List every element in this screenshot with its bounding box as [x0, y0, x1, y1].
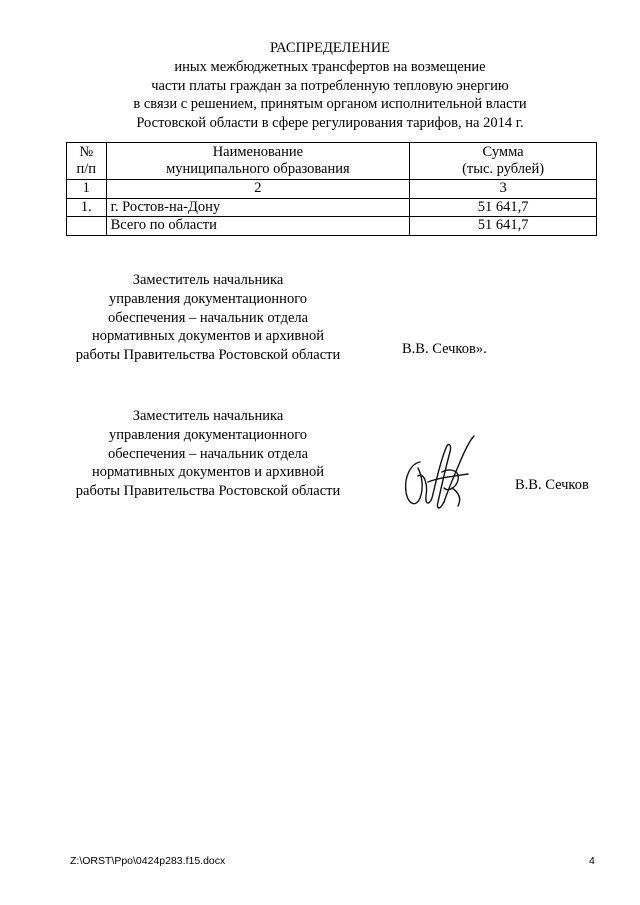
signer-title-line: Заместитель начальника — [132, 272, 284, 288]
header-sum-line1: Сумма — [482, 143, 524, 160]
signer-title-line: управления документационного — [108, 426, 308, 443]
signer-name-2: В.В. Сечков — [515, 477, 589, 493]
signer-title-1 — [58, 271, 358, 365]
file-path: Z:\ORST\Ppo\0424p283.f15.docx — [70, 855, 226, 867]
header-number — [67, 143, 107, 180]
table-row — [67, 198, 597, 217]
header-number-line2: п/п — [76, 161, 97, 177]
signer-title-line: работы Правительства Ростовской области — [75, 483, 341, 500]
distribution-table — [66, 142, 597, 236]
row-municipality: г. Ростов-на-Дону — [106, 198, 410, 217]
index-cell: 2 — [106, 180, 410, 199]
heading-line-3: части платы граждан за потребленную тепловую энергию — [151, 77, 509, 94]
signer-title-line: нормативных документов и архивной — [92, 464, 324, 481]
total-sum: 51 641,7 — [410, 217, 597, 236]
total-number — [67, 217, 107, 236]
signer-title-line: нормативных документов и архивной — [92, 328, 324, 345]
index-cell: 1 — [67, 180, 107, 199]
total-label: Всего по области — [106, 217, 410, 236]
signer-title-2 — [58, 407, 358, 501]
header-number-line1: № — [79, 143, 94, 160]
signer-title-line: обеспечения – начальник отдела — [107, 309, 309, 326]
row-number: 1. — [67, 198, 107, 217]
signer-title-line: управления документационного — [108, 290, 308, 307]
header-sum-line2: (тыс. рублей) — [462, 161, 545, 177]
row-sum: 51 641,7 — [410, 198, 597, 217]
table-header-row — [67, 143, 597, 180]
heading-line-2: иных межбюджетных трансфертов на возмещение — [174, 58, 486, 75]
header-municipality-line2: муниципального образования — [166, 161, 350, 177]
signer-title-line: работы Правительства Ростовской области — [75, 347, 341, 364]
signer-title-line: Заместитель начальника — [132, 408, 284, 424]
header-municipality-line1: Наименование — [212, 143, 304, 160]
page-number: 4 — [589, 855, 595, 867]
table-index-row — [67, 180, 597, 199]
signer-name-1: В.В. Сечков». — [402, 341, 487, 357]
header-sum — [410, 143, 597, 180]
header-municipality — [106, 143, 410, 180]
document-heading — [60, 39, 600, 133]
table-total-row — [67, 217, 597, 236]
index-cell: 3 — [410, 180, 597, 199]
heading-line-5: Ростовской области в сфере регулирования тарифов, на 2014 г. — [136, 115, 524, 132]
handwritten-signature — [398, 432, 483, 514]
heading-title: РАСПРЕДЕЛЕНИЕ — [269, 40, 391, 56]
heading-line-4: в связи с решением, принятым органом исполнительной власти — [133, 96, 527, 113]
signer-title-line: обеспечения – начальник отдела — [107, 445, 309, 462]
